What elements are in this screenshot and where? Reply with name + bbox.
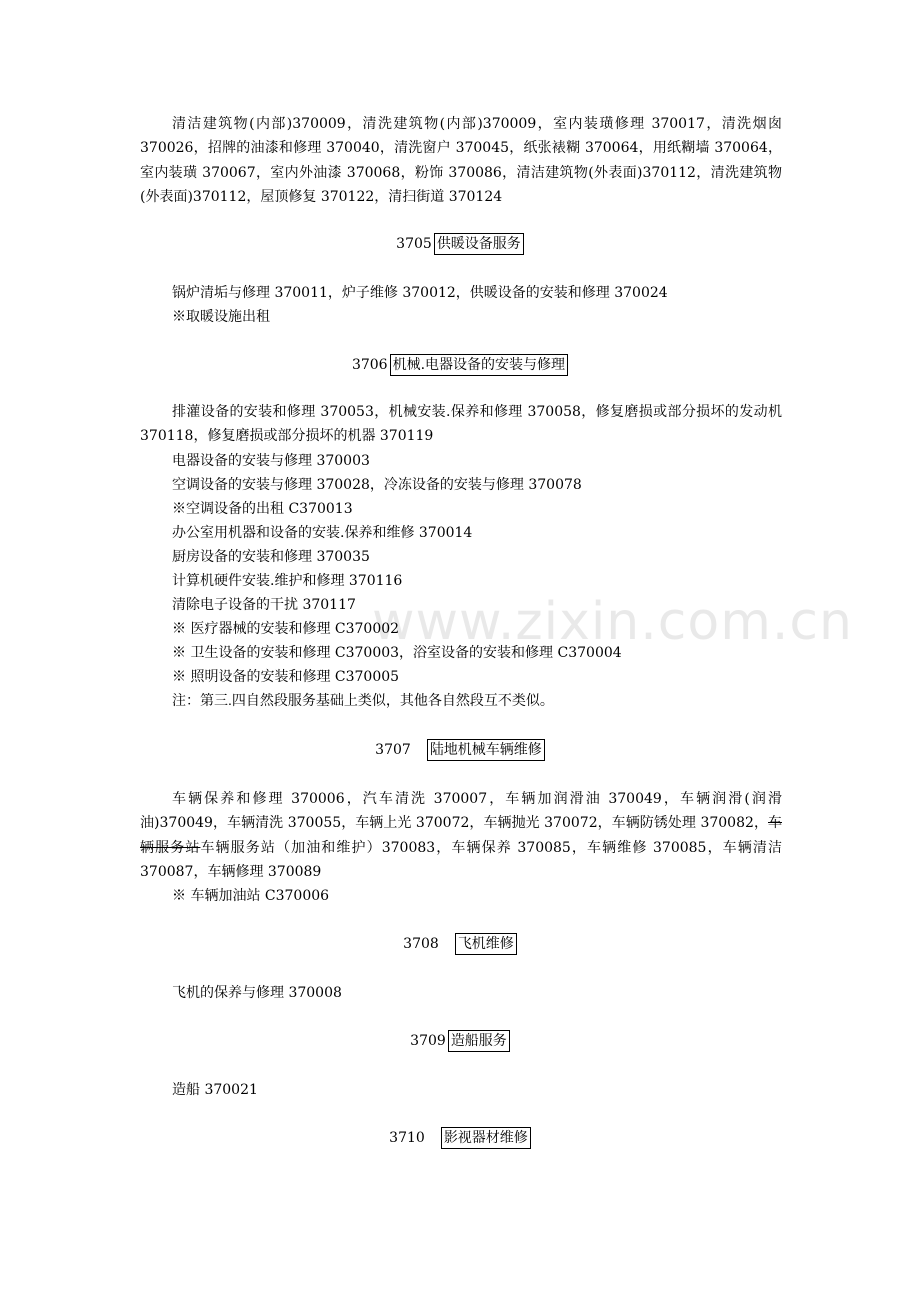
struck-text: 车辆服务站 xyxy=(140,815,782,856)
section-heading-3708 xyxy=(0,932,920,956)
list-item: 锅炉清垢与修理 370011，炉子维修 370012，供暖设备的安装和修理 370024 xyxy=(172,285,668,301)
list-item: 飞机的保养与修理 370008 xyxy=(172,985,342,1001)
paragraph-3706: 排灌设备的安装和修理 370053，机械安装.保养和修理 370058，修复磨损或部分损坏的发动机 370118，修复磨损或部分损坏的机器 370119 xyxy=(140,404,782,445)
section-title: 造船服务 xyxy=(448,1030,510,1052)
section-title: 飞机维修 xyxy=(455,933,517,955)
paragraph-3707 xyxy=(140,787,782,885)
note-text: 注：第三.四自然段服务基础上类似，其他各自然段互不类似。 xyxy=(172,692,554,708)
section-code: 3705 xyxy=(396,236,432,252)
section-title: 陆地机械车辆维修 xyxy=(427,739,545,761)
section-heading-3706 xyxy=(0,353,920,377)
section-heading-3709 xyxy=(0,1029,920,1053)
section-code: 3706 xyxy=(351,357,388,373)
list-item: 电器设备的安装与修理 370003 xyxy=(172,453,370,469)
list-item: ※ 车辆加油站 C370006 xyxy=(172,888,330,904)
list-item: ※ 照明设备的安装和修理 C370005 xyxy=(172,669,400,685)
list-item: 办公室用机器和设备的安装.保养和维修 370014 xyxy=(172,525,473,541)
section-code: 3709 xyxy=(410,1033,446,1049)
list-item: ※空调设备的出租 C370013 xyxy=(172,501,353,517)
list-item: 造船 370021 xyxy=(172,1082,258,1098)
section-heading-3707 xyxy=(0,738,920,762)
section-heading-3710 xyxy=(0,1126,920,1150)
section-code: 3707 xyxy=(375,742,411,758)
list-item: 清除电子设备的干扰 370117 xyxy=(172,597,356,613)
section-heading-3705 xyxy=(0,232,920,256)
list-item: ※ 卫生设备的安装和修理 C370003，浴室设备的安装和修理 C370004 xyxy=(172,645,622,661)
section-code: 3710 xyxy=(389,1130,425,1146)
list-item: ※ 医疗器械的安装和修理 C370002 xyxy=(172,621,400,637)
paragraph-3704: 清洁建筑物(内部)370009，清洗建筑物(内部)370009，室内装璜修理 370017，清洗烟囱 370026，招牌的油漆和修理 370040，清洗窗户 370045，纸张裱糊 370064，用纸糊墙 370064，室内装璜 370067，室内外油漆 370068，粉饰 370086，清洁建筑物(外表面)370112，清洗建筑物(外表面)370112，屋顶修复 370122，清扫街道 370124 xyxy=(140,116,782,206)
list-item: ※取暖设施出租 xyxy=(172,309,270,325)
section-title: 影视器材维修 xyxy=(441,1127,531,1149)
list-item: 计算机硬件安装.维护和修理 370116 xyxy=(172,573,403,589)
section-code: 3708 xyxy=(403,936,439,952)
list-item: 空调设备的安装与修理 370028，冷冻设备的安装与修理 370078 xyxy=(172,477,582,493)
section-title: 供暖设备服务 xyxy=(434,233,524,255)
paragraph-part: 车辆保养和修理 370006，汽车清洗 370007，车辆加润滑油 370049，车辆润滑(润滑油)370049，车辆清洗 370055，车辆上光 370072，车辆抛光 370072，车辆防锈处理 370082， xyxy=(140,791,782,832)
paragraph-part: 车辆服务站（加油和维护）370083，车辆保养 370085，车辆维修 370085，车辆清洁 370087，车辆修理 370089 xyxy=(140,839,783,881)
list-item: 厨房设备的安装和修理 370035 xyxy=(172,549,370,565)
watermark: www.zixin.com.cn xyxy=(372,592,853,652)
section-title: 机械.电器设备的安装与修理 xyxy=(390,354,568,376)
